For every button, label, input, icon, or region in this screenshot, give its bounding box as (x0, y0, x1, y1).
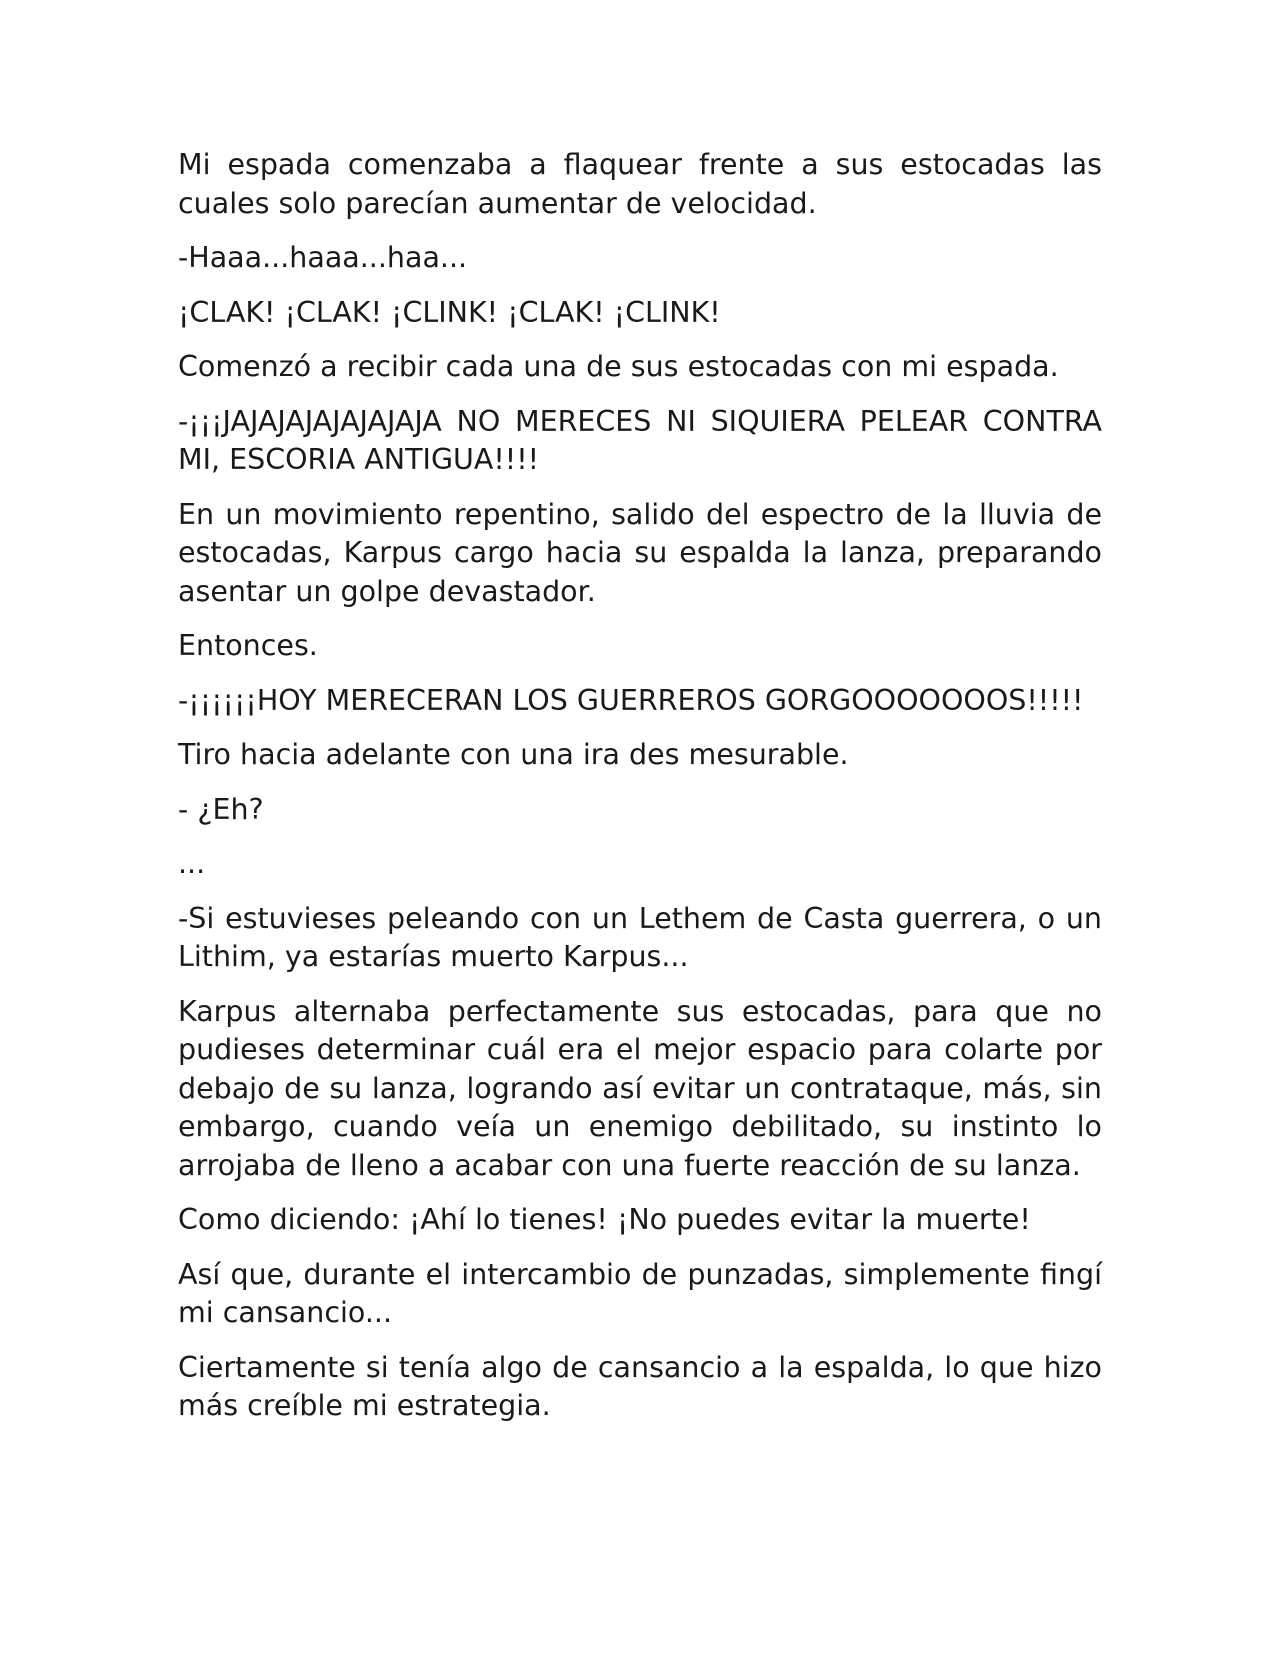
document-body (178, 146, 1102, 1442)
paragraph: Entonces. (178, 629, 318, 662)
paragraph: Tiro hacia adelante con una ira des mesurable. (178, 738, 849, 771)
paragraph: ¡CLAK! ¡CLAK! ¡CLINK! ¡CLAK! ¡CLINK! (178, 295, 721, 329)
paragraph: -Si estuvieses peleando con un Lethem de Casta guerrera, o un Lithim, ya estarías muerto Karpus... (178, 901, 1102, 973)
paragraph: -Haaa...haaa...haa... (178, 241, 468, 274)
paragraph: En un movimiento repentino, salido del espectro de la lluvia de estocadas, Karpus cargo hacia su espalda la lanza, preparando asentar un golpe devastador. (178, 497, 1102, 608)
paragraph: Así que, durante el intercambio de punzadas, simplemente fingí mi cansancio... (178, 1257, 1102, 1329)
paragraph: - ¿Eh? (178, 792, 264, 826)
paragraph: -¡¡¡¡¡¡HOY MERECERAN LOS GUERREROS GORGOOOOOOOS!!!!! (178, 683, 1084, 717)
paragraph: Como diciendo: ¡Ahí lo tienes! ¡No puedes evitar la muerte! (178, 1203, 1031, 1236)
paragraph: Ciertamente si tenía algo de cansancio a la espalda, lo que hizo más creíble mi estrategia. (178, 1350, 1102, 1422)
paragraph: -¡¡¡JAJAJAJAJAJAJAJA NO MERECES NI SIQUIERA PELEAR CONTRA MI, ESCORIA ANTIGUA!!!! (178, 404, 1102, 476)
paragraph: Karpus alternaba perfectamente sus estocadas, para que no pudieses determinar cuál era el mejor espacio para colarte por debajo de su lanza, logrando así evitar un contrataque, más, sin embargo, cuando veía un enemigo debilitado, su instinto lo arrojaba de lleno a acabar con una fuerte reacción de su lanza. (178, 994, 1102, 1182)
paragraph: Mi espada comenzaba a flaquear frente a sus estocadas las cuales solo parecían aumentar de velocidad. (178, 148, 1102, 220)
paragraph: Comenzó a recibir cada una de sus estocadas con mi espada. (178, 350, 1059, 383)
paragraph: ... (178, 847, 206, 880)
